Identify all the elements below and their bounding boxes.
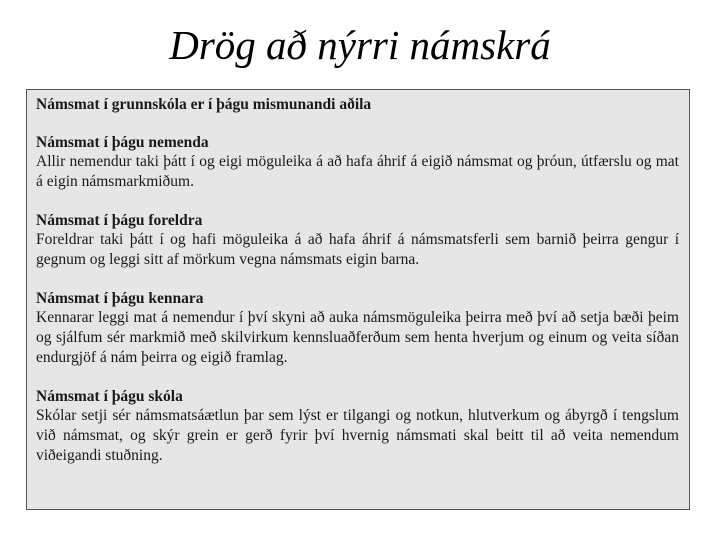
section-heading: Námsmat í þágu foreldra [36,212,203,229]
slide-title: Drög að nýrri námskrá [169,22,551,68]
section-kennara [36,289,679,368]
section-heading: Námsmat í þágu kennara [36,290,204,307]
section-heading: Námsmat í þágu nemenda [36,134,209,151]
section-skola [36,387,679,466]
section-body: Allir nemendur taki þátt í og eigi möguleika á að hafa áhrif á eigið námsmat og þróun, útfærslu og mat á eigin námsmarkmiðum. [36,153,679,190]
section-body: Kennarar leggi mat á nemendur í því skyni að auka námsmöguleika þeirra með því að setja bæði þeim og sjálfum sér markmið með skilvirkum kennsluaðferðum sem henta hverjum og einum og veita síðan endurgjöf á nám þeirra og eigið framlag. [36,309,679,366]
section-heading: Námsmat í þágu skóla [36,388,183,405]
section-nemendur [36,133,679,192]
document-excerpt [26,89,690,510]
document-heading: Námsmat í grunnskóla er í þágu mismunandi aðila [36,96,372,113]
section-body: Foreldrar taki þátt í og hafi möguleika á að hafa áhrif á námsmatsferli sem barnið þeirra gengur í gegnum og leggi sitt af mörkum vegna námsmats eigin barna. [36,231,679,268]
section-body: Skólar setji sér námsmatsáætlun þar sem lýst er tilgangi og notkun, hlutverkum og ábyrgð í tengslum við námsmat, og skýr grein er gerð fyrir því hvernig námsmati skal beitt til að veita nemendum viðeigandi stuðning. [36,407,679,464]
section-foreldra [36,211,679,270]
